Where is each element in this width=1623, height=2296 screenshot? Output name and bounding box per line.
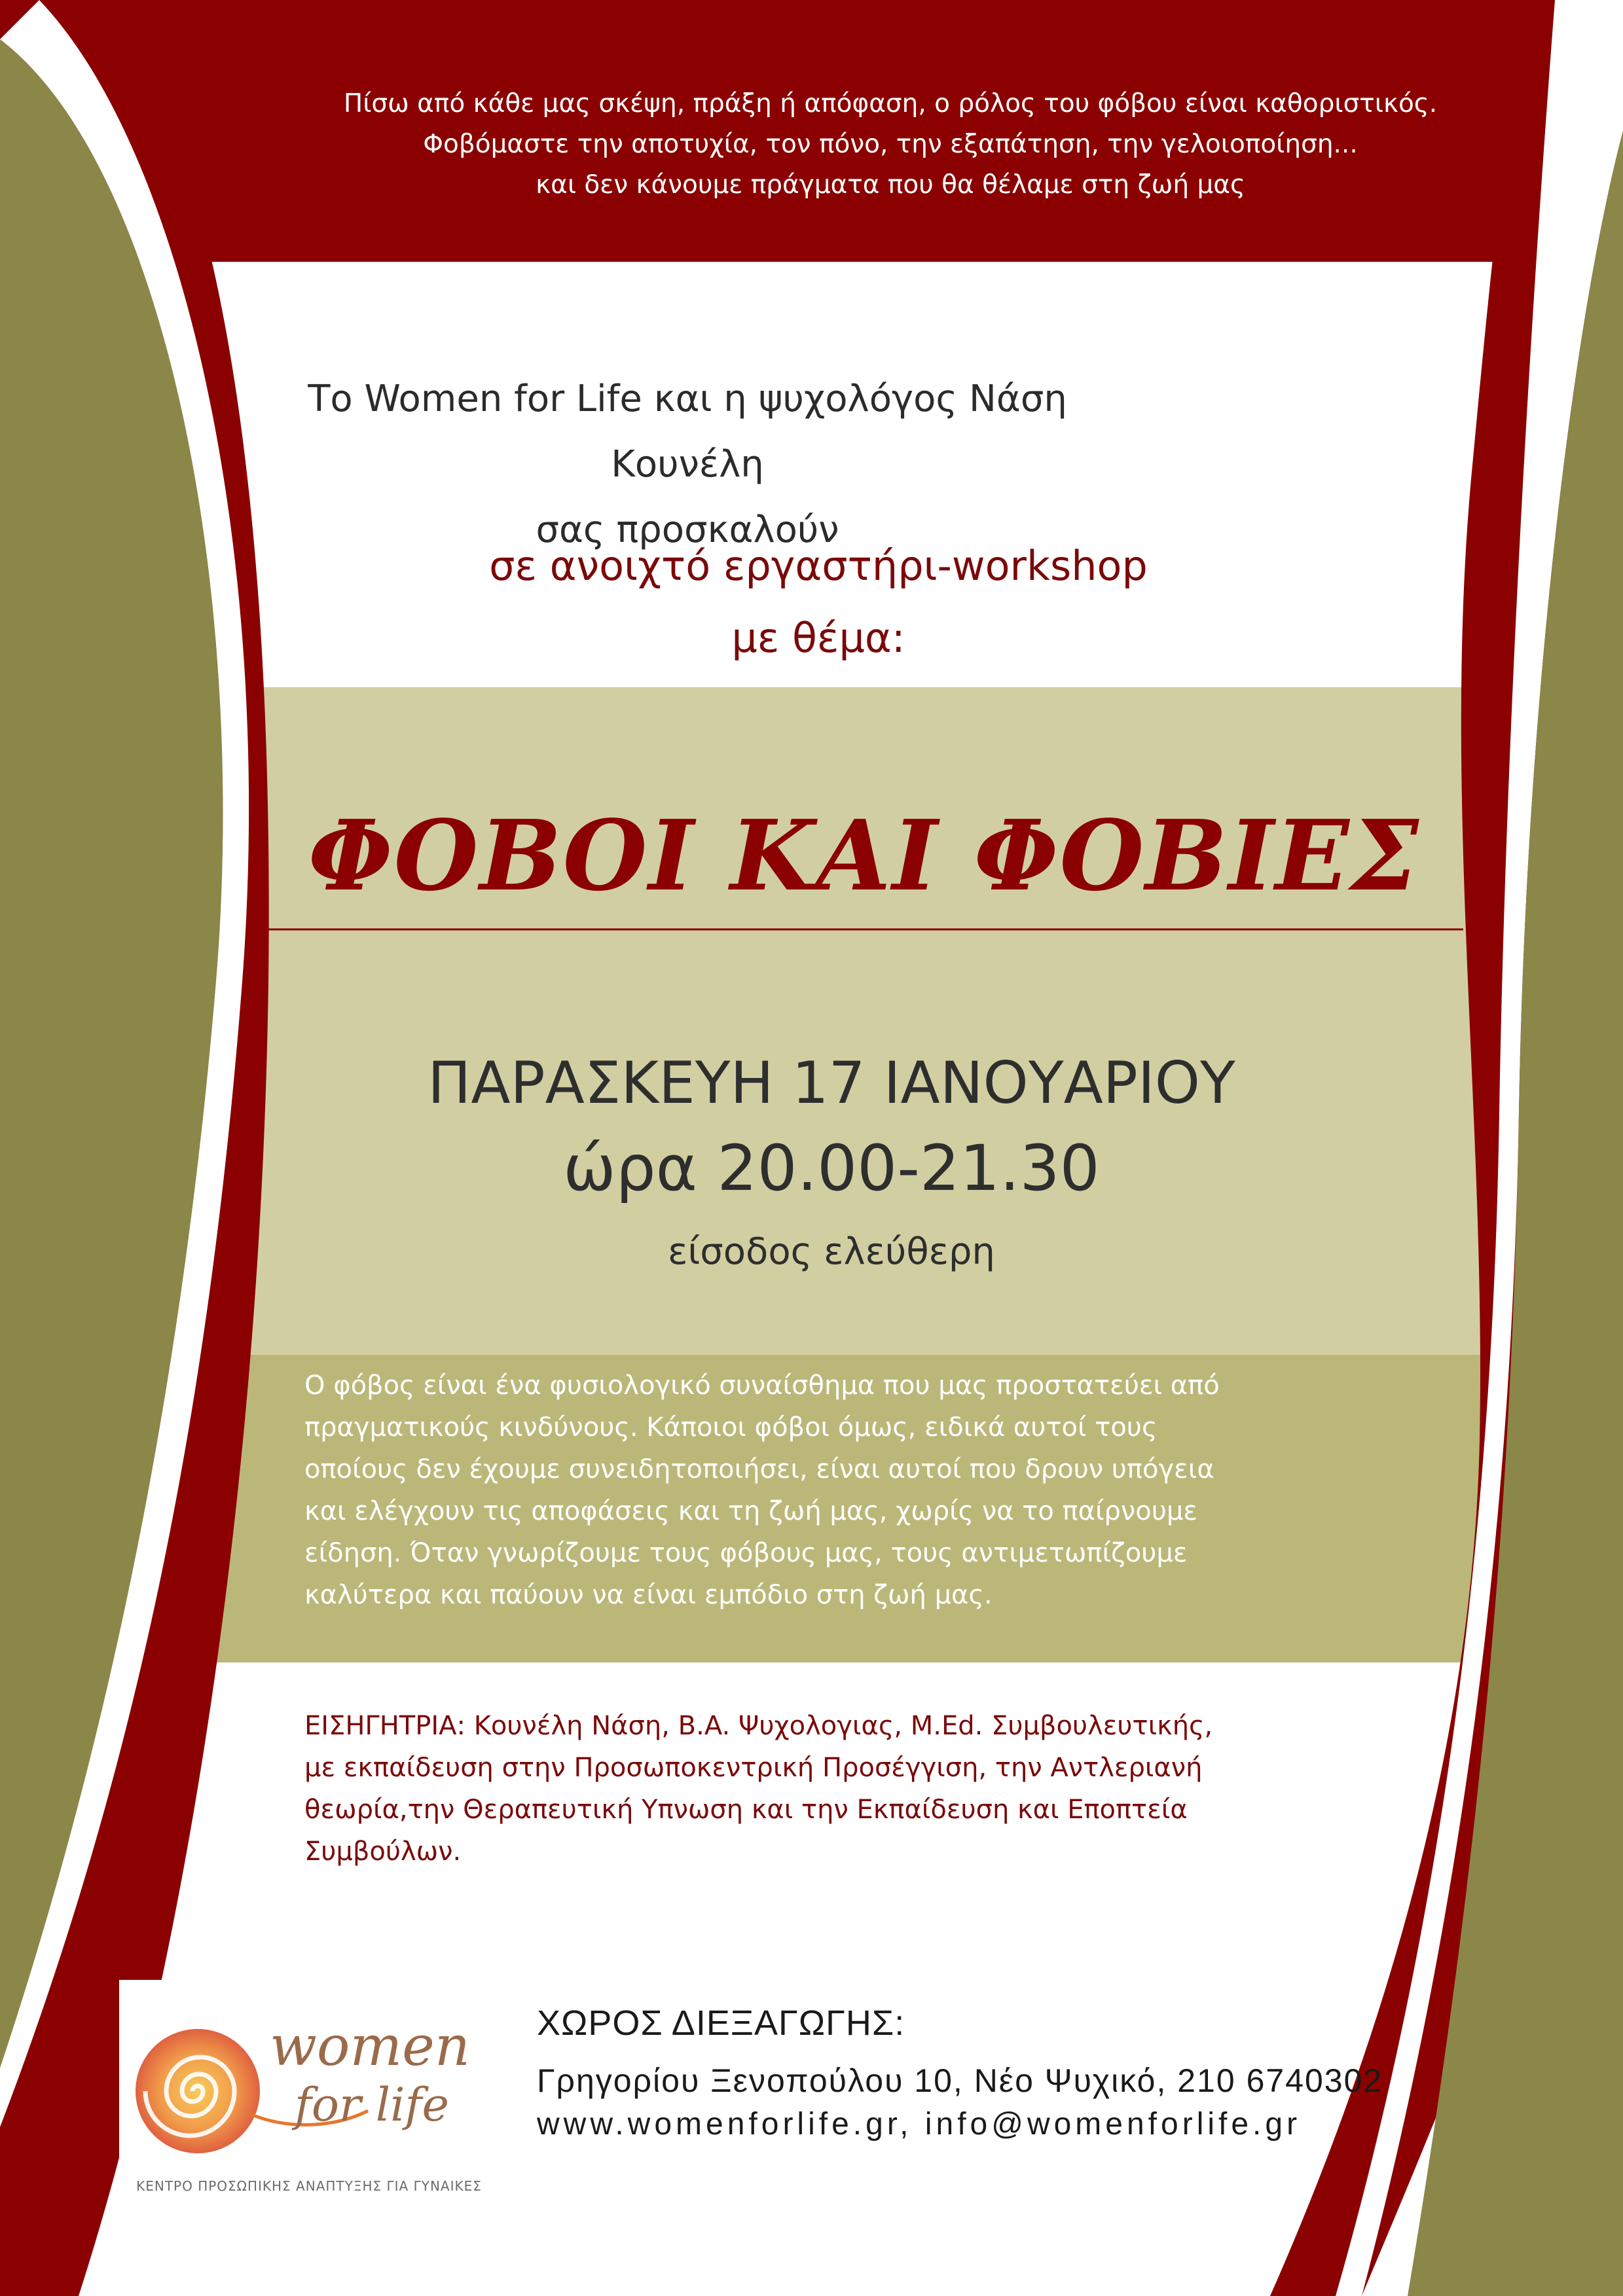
header-line: και δεν κάνουμε πράγματα που θα θέλαμε στη ζωή μας [536,170,1245,200]
speaker-line: με εκπαίδευση στην Προσωποκεντρική Προσέγγιση, την Αντλεριανή [304,1753,1203,1783]
event-date: ΠΑΡΑΣΚΕΥΗ 17 ΙΑΝΟΥΑΡΙΟΥ [428,1049,1235,1117]
description-line: πραγματικούς κινδύνους. Κάποιοι φόβοι όμως, ειδικά αυτοί τους [304,1412,1158,1443]
header-text [236,84,1545,206]
venue-label: ΧΩΡΟΣ ΔΙΕΞΑΓΩΓΗΣ: [537,2003,905,2043]
description-line: καλύτερα και παύουν να είναι εμπόδιο στη ζωή μας. [304,1580,993,1610]
header-line: Φοβόμαστε την αποτυχία, τον πόνο, την εξαπάτηση, την γελοιοποίηση... [423,130,1358,159]
logo-word-forlife: for life [295,2078,449,2132]
venue-address: Γρηγορίου Ξενοπούλου 10, Νέο Ψυχικό, 210 6740302 [537,2062,1383,2099]
workshop-intro [393,530,1244,674]
event-title: ΦΟΒΟΙ ΚΑΙ ΦΟΒΙΕΣ [308,798,1421,912]
description [304,1365,1352,1616]
invitation-line: Το Women for Life και η ψυχολόγος Νάση Κουνέλη [308,378,1067,486]
event-entry: είσοδος ελεύθερη [668,1230,995,1273]
left-edge-fill [0,2127,79,2296]
speaker-line: ΕΙΣΗΓΗΤΡΙΑ: Κουνέλη Νάση, B.A. Ψυχολογιας, M.Ed. Συμβουλευτικής, [304,1711,1213,1741]
speaker-line: Συμβούλων. [304,1837,462,1867]
venue-info [537,2003,1486,2142]
spiral-logo-icon [119,1980,499,2209]
event-datetime [275,1041,1388,1211]
logo-word-women: women [270,2014,470,2078]
description-line: οποίους δεν έχουμε συνειδητοποιήσει, είναι αυτοί που δρουν υπόγεια [304,1454,1214,1484]
description-line: και ελέγχουν τις αποφάσεις και τη ζωή μας, χωρίς να το παίρνουμε [304,1496,1197,1526]
event-time: ώρα 20.00-21.30 [563,1132,1100,1205]
invitation-line: σας προσκαλούν [536,509,839,551]
description-line: Ο φόβος είναι ένα φυσιολογικό συναίσθημα που μας προστατεύει από [304,1371,1220,1401]
workshop-line: με θέμα: [731,614,905,662]
speaker-info [304,1705,1359,1873]
logo-tagline: ΚΕΝΤΡΟ ΠΡΟΣΩΠΙΚΗΣ ΑΝΑΠΤΥΞΗΣ ΓΙΑ ΓΥΝΑΙΚΕΣ [136,2178,482,2194]
venue-website-email[interactable]: www.womenforlife.gr, info@womenforlife.gr [537,2107,1302,2142]
description-line: είδηση. Όταν γνωρίζουμε τους φόβους μας, τους αντιμετωπίζουμε [304,1538,1188,1568]
header-line: Πίσω από κάθε μας σκέψη, πράξη ή απόφαση, ο ρόλος του φόβου είναι καθοριστικός. [343,89,1438,118]
speaker-line: θεωρία,την Θεραπευτική Υπνωση και την Εκπαίδευση και Εποπτεία [304,1795,1188,1825]
logo [119,1980,499,2209]
workshop-line: σε ανοιχτό εργαστήρι-workshop [489,542,1148,590]
